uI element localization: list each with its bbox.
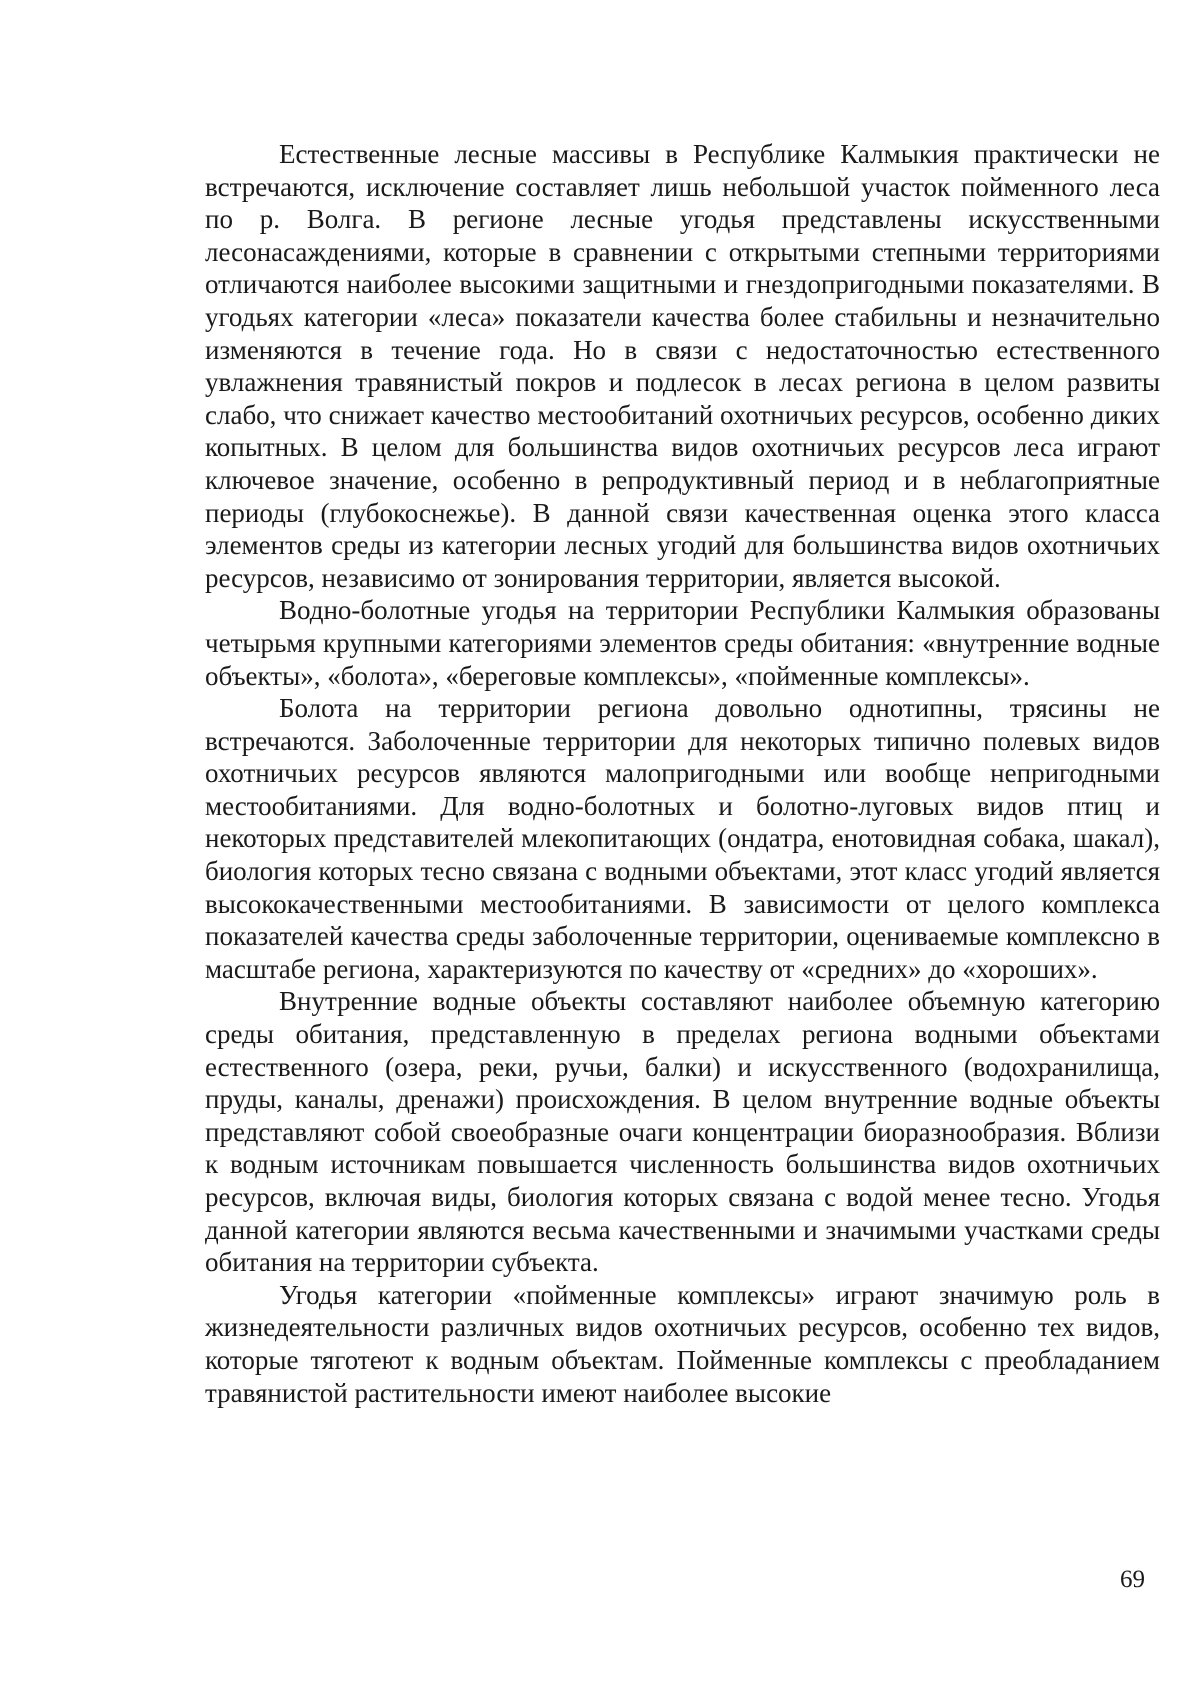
paragraph-forests: Естественные лесные массивы в Республике Калмыкия практически не встречаются, исключение составляет лишь небольшой участок пойменного леса по р. Волга. В регионе лесные угодья представлены искусственными лесонасаждениями, которые в сравнении с открытыми степными территориями отличаются наиболее высокими защитными и гнездопригодными показателями. В угодьях категории «леса» показатели качества более стабильны и незначительно изменяются в течение года. Но в связи с недостаточностью естественного увлажнения травянистый покров и подлесок в лесах региона в целом развиты слабо, что снижает качество местообитаний охотничьих ресурсов, особенно диких копытных. В целом для большинства видов охотничьих ресурсов леса играют ключевое значение, особенно в репродуктивный период и в неблагоприятные периоды (глубокоснежье). В данной связи качественная оценка этого класса элементов среды из категории лесных угодий для большинства видов охотничьих ресурсов, независимо от зонирования территории, является высокой. (205, 139, 1160, 593)
paragraph-swamps: Болота на территории региона довольно однотипны, трясины не встречаются. Заболоченные территории для некоторых типично полевых видов охотничьих ресурсов являются малопригодными или вообще непригодными местообитаниями. Для водно-болотных и болотно-луговых видов птиц и некоторых представителей млекопитающих (ондатра, енотовидная собака, шакал), биология которых тесно связана с водными объектами, этот класс угодий является высококачественными местообитаниями. В зависимости от целого комплекса показателей качества среды заболоченные территории, оцениваемые комплексно в масштабе региона, характеризуются по качеству от «средних» до «хороших». (205, 693, 1160, 984)
paragraph-wetlands: Водно-болотные угодья на территории Республики Калмыкия образованы четырьмя крупными категориями элементов среды обитания: «внутренние водные объекты», «болота», «береговые комплексы», «пойменные комплексы». (205, 595, 1160, 691)
page-number: 69 (1120, 1566, 1145, 1593)
paragraph-inland-waters: Внутренние водные объекты составляют наиболее объемную категорию среды обитания, представленную в пределах региона водными объектами естественного (озера, реки, ручьи, балки) и искусственного (водохранилища, пруды, каналы, дренажи) происхождения. В целом внутренние водные объекты представляют собой своеобразные очаги концентрации биоразнообразия. Вблизи к водным источникам повышается численность большинства видов охотничьих ресурсов, включая виды, биология которых связана с водой менее тесно. Угодья данной категории являются весьма качественными и значимыми участками среды обитания на территории субъекта. (205, 986, 1160, 1278)
body-text (205, 138, 1160, 1409)
paragraph-floodplains: Угодья категории «пойменные комплексы» играют значимую роль в жизнедеятельности различных видов охотничьих ресурсов, особенно тех видов, которые тяготеют к водным объектам. Пойменные комплексы с преобладанием травянистой растительности имеют наиболее высокие (205, 1279, 1160, 1408)
